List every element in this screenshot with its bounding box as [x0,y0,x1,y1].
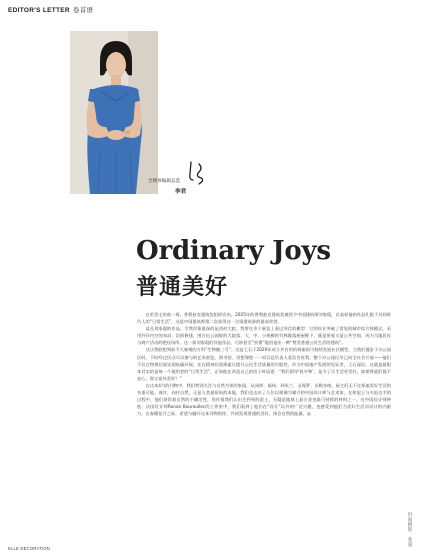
footer-magazine-name: ELLE DECORATION [8,546,51,551]
section-header [8,5,93,14]
paragraph: 在更美宅的前一周，普利兹克建筑奖组织宣布，2025年的普利兹克建筑奖被授予中国建筑师刘家琨，以表彰他的作品扎根于其同时代人的“日常生活”，这是中国建筑师第二次获得这一全球建筑界的最高荣誉。 [137,313,391,326]
portrait-illustration [70,31,158,194]
article-title-en: Ordinary Joys [136,236,331,266]
section-label-en: EDITOR'S LETTER [8,7,70,14]
side-credit: 封面摄影：张超 [407,512,412,547]
article-title-zh: 普通美好 [136,275,229,300]
editor-title: 全媒体编辑总监 [148,179,181,184]
section-label-zh: 卷首语 [72,6,94,14]
paragraph: 这让我联想到前不久参观的万科“生物圈三号”。这是王石于2020年成立并启用的探索的可持续发展社区模型，当我们漫步于办公园区时，不时经过民众可以参与的艺术展览、图书馆、冥想课程⋯⋯项目总负责人姜浩告诉我，整个办公园区早已向全社会开放——他们不仅在物理层面实现低碳环保，还在精神层面探索让提升公民生活质量的可能性。作为中国地产发展的见证者，王石深谙，这就是最根本其实的是每一个使用者的“日常生活”，正如他在改造自己的房子时谈道：“我们倡导‘收中和’，是为了让生活更美好，如果将就们都不安心，那又谈何美好？” [137,348,391,382]
paragraph: 在这本4月的刊物中，我们特别关注与自然为邻的家园，从深圳、福州、到米兰、圣保罗、贝勒多纳，屋主们无不在探索美好生活的多重可能。或许，向往自然，正是人类最原始的本能，我们也去访了几位以玻璃为媒介的中国设计师与艺术家，在和泥土与火焰交手的过程中，他们领悟着自然的不确定性，用作着我们认出生到死的泥土，无疑是地球上最古老也最可持续的材料之一。在中国设计师仲松、法国设计师Ronan Bouroullec的工作室中，我们看到了他们在“设计”以外的广泛兴趣，也感受到他们为美好生活而设计的内驱力。在春暖花开之际，希望与翻开这本刊物的你，共同发现普通的美好，体会自然的能量。◎ [137,383,391,418]
signature-graphic [185,160,207,190]
editor-name: 李君 [175,189,187,195]
article-body [137,312,391,418]
paragraph: 谈及刘家琨的作品，令我印象最深的是西村大院。我曾在多个展览上看过项目的模型：它的设计突破了常见的城市综合体模式，采用外环内空的布局，沿街修建，围合出公园般的大院落，大、中、小规模的竹林既落座屋檐下，既是景观又是公共空间，成为当地居民与商户活动的绝佳场所。这一如刘家琨的其他作品，巧妙甚至“狡猾”地回退出一种“赞美普通公民生活的建筑”。 [137,327,391,347]
editor-portrait-photo [70,31,158,194]
handwritten-signature [185,160,207,186]
